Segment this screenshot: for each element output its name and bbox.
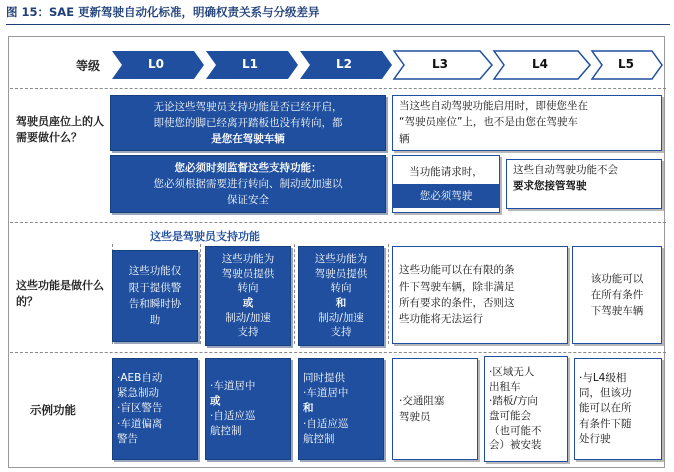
driver-request-line1: 当功能请求时， (409, 165, 483, 178)
level-l0: L0 (148, 57, 164, 71)
examples-l4-line: 出租车 (489, 380, 521, 393)
features-l2-line: 和 (335, 297, 347, 309)
examples-l4-line: 盘可能会 (489, 410, 531, 422)
divider (294, 244, 295, 344)
examples-l5-line: 有条件下随 (579, 417, 632, 430)
driver-notake-line2: 要求您接管驾驶 (513, 180, 587, 193)
level-l1: L1 (242, 57, 258, 71)
examples-l1 (205, 358, 291, 460)
examples-l5-line: 同，但该功 (579, 387, 632, 400)
examples-l4-line: ·踏板/方向 (489, 395, 538, 408)
features-subtitle: 这些是驾驶员支持功能 (150, 230, 260, 243)
features-l5-line: 该功能可以 (590, 272, 644, 285)
features-l1-line: 制动/加速 (225, 311, 271, 324)
row-label-driver: 驾驶员座位上的人需要做什么？ (16, 115, 104, 144)
driver-blue-mid (110, 155, 386, 213)
features-l1-line: 这些功能为 (221, 252, 275, 265)
features-l5-line: 在所有条件 (590, 288, 644, 301)
examples-l1-line: 或 (210, 394, 221, 407)
examples-l3-line: ·交通阻塞 (399, 394, 445, 407)
row-label-features: 这些功能是做什么的？ (16, 279, 104, 308)
features-l2-line: 转向 (330, 282, 352, 295)
examples-l5-line: 能可以在所 (579, 402, 632, 415)
features-l0-line: 助 (149, 314, 161, 327)
level-l5: L5 (618, 57, 634, 71)
driver-white-top-line2: “驾驶员座位”上，也不是由您在驾驶车 (399, 116, 578, 129)
features-l3l4-line: 件下驾驶车辆，除非满足 (399, 280, 515, 293)
examples-l5 (574, 358, 662, 460)
features-l1 (205, 246, 291, 346)
features-l3l4-line: 些功能将无法运行 (399, 313, 483, 326)
row-label-examples: 示例功能 (30, 403, 76, 417)
features-l1-line: 驾驶员提供 (221, 267, 275, 280)
examples-l0-line: ·车道偏离 (117, 417, 163, 430)
features-l1-line: 或 (242, 297, 254, 309)
driver-white-top (392, 95, 662, 151)
divider (10, 88, 666, 89)
examples-l1-line: ·自适应巡 (210, 410, 256, 422)
examples-l0 (112, 358, 198, 460)
examples-l2 (298, 358, 384, 460)
examples-l0-line: 警告 (117, 432, 138, 445)
features-l2-line: 驾驶员提供 (314, 267, 368, 280)
level-l2: L2 (336, 57, 352, 71)
examples-l2-line: ·自适应巡 (303, 417, 349, 430)
driver-white-top-line3: 辆 (399, 132, 410, 145)
examples-l4 (484, 356, 568, 462)
features-l3-l4 (392, 246, 568, 344)
examples-l4-line: 会）被安装 (489, 439, 542, 452)
features-l2 (298, 246, 384, 346)
examples-l1-line: 航控制 (210, 425, 242, 438)
driver-blue-top-line1: 无论这些驾驶员支持功能是否已经开启， (153, 100, 343, 113)
driver-white-notake (506, 159, 662, 209)
examples-l1-line: ·车道居中 (210, 379, 256, 392)
examples-l0-line: ·盲区警告 (117, 402, 163, 415)
divider (200, 244, 201, 344)
examples-l2-line: 和 (303, 402, 314, 415)
features-l0-line: 限于提供警 (128, 281, 182, 294)
features-l1-line: 支持 (237, 326, 259, 339)
examples-l2-line: 航控制 (303, 432, 335, 445)
driver-blue-mid-line3: 保证安全 (227, 194, 269, 207)
examples-l0-line: ·AEB自动 (117, 371, 163, 384)
examples-l3 (392, 358, 478, 460)
features-l3l4-line: 所有要求的条件，否则这 (399, 297, 515, 309)
features-l0-line: 这些功能仅 (128, 265, 182, 278)
driver-white-request (392, 155, 500, 213)
features-l5 (572, 246, 662, 344)
examples-l4-line: ·区域无人 (489, 365, 535, 378)
examples-l0-line: 紧急制动 (117, 387, 159, 400)
driver-white-top-line1: 当这些自动驾驶功能启用时，即使您坐在 (399, 100, 588, 112)
levels-label: 等级 (76, 59, 101, 73)
driver-blue-mid-line2: 您必须根据需要进行转向、制动或加速以 (153, 177, 343, 190)
features-l3l4-line: 这些功能可以在有限的条 (399, 264, 515, 277)
examples-l4-line: （也可能不 (489, 424, 542, 437)
features-l2-line: 支持 (330, 326, 352, 339)
examples-l5-line: ·与L4级相 (579, 371, 627, 384)
figure-title: 图 15：SAE 更新驾驶自动化标准，明确权责关系与分级差异 (6, 4, 670, 25)
features-l0 (112, 250, 198, 342)
examples-l3-line: 驾驶员 (399, 411, 431, 423)
driver-blue-top-line2: 即使您的脚已经离开踏板也没有转向，都 (153, 116, 343, 129)
level-l4: L4 (532, 57, 548, 71)
examples-l2-line: 同时提供 (303, 371, 345, 384)
driver-blue-top (110, 95, 386, 151)
driver-request-line2: 您必须驾驶 (393, 184, 499, 208)
features-l0-line: 告和瞬时协 (128, 298, 182, 310)
divider (10, 222, 666, 223)
features-l1-line: 转向 (237, 282, 259, 295)
driver-notake-line1: 这些自动驾驶功能不会 (513, 164, 618, 176)
driver-blue-mid-line1: 您必须时刻监督这些支持功能： (174, 161, 322, 174)
level-l3: L3 (432, 57, 448, 71)
features-l2-line: 制动/加速 (318, 311, 364, 324)
divider (10, 352, 666, 353)
features-l2-line: 这些功能为 (314, 252, 368, 265)
features-l5-line: 下驾驶车辆 (590, 305, 644, 318)
examples-l2-line: ·车道居中 (303, 387, 349, 400)
driver-blue-top-line3: 是您在驾驶车辆 (211, 133, 285, 146)
examples-l5-line: 处行驶 (579, 432, 611, 445)
divider (388, 244, 389, 344)
